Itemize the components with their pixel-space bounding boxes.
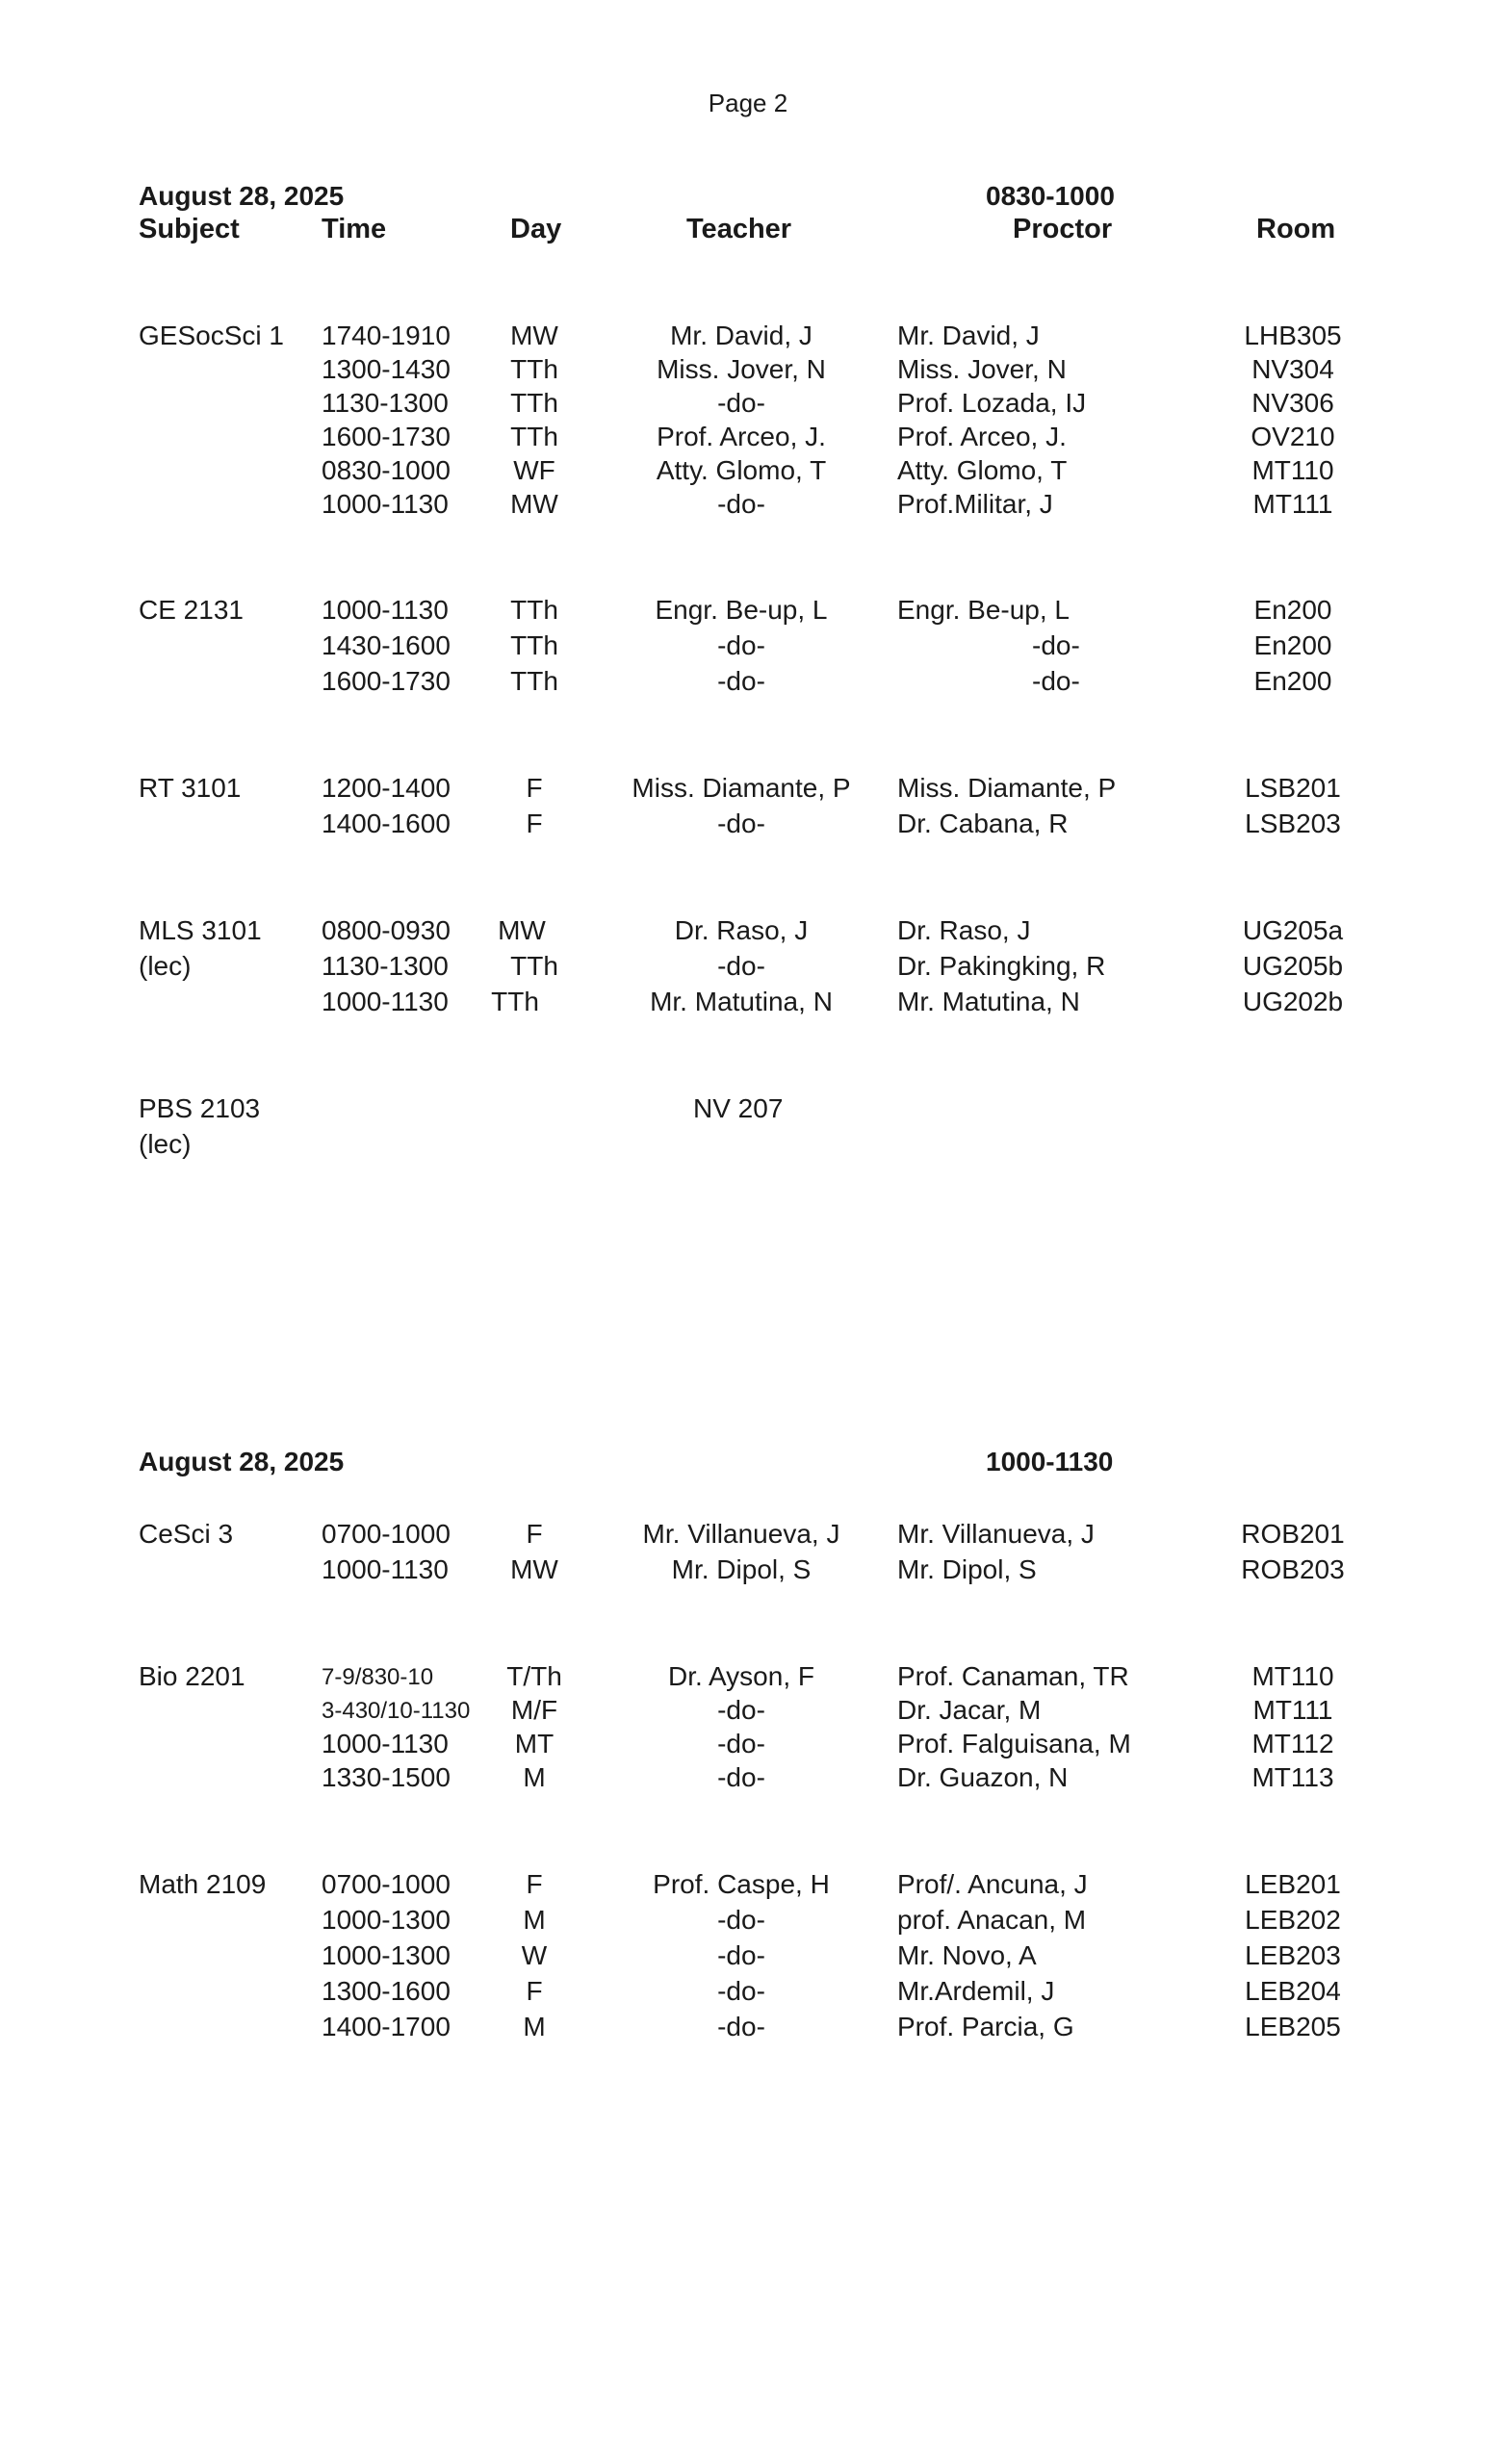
section-time-slot: 0830-1000 (986, 181, 1115, 211)
proctor-cell: Miss. Diamante, P (897, 773, 1117, 803)
room-cell: UG205b (1242, 951, 1344, 981)
day-cell: WF (513, 455, 555, 485)
teacher-cell: -do- (717, 808, 765, 838)
proctor-cell: Miss. Jover, N (897, 354, 1067, 384)
day-cell: MT (514, 1729, 555, 1758)
time-cell: 1000-1300 (322, 1905, 451, 1935)
room-cell: UG202b (1242, 987, 1344, 1016)
schedule-row (0, 1729, 1496, 1763)
subject-cell: CeSci 3 (139, 1519, 234, 1549)
time-cell: 1330-1500 (322, 1762, 451, 1792)
schedule-row (0, 951, 1496, 986)
room-cell: MT110 (1251, 455, 1334, 485)
subject-cell: Bio 2201 (139, 1661, 245, 1691)
room-cell: UG205a (1242, 915, 1344, 945)
schedule-row (0, 630, 1496, 665)
proctor-cell: Dr. Guazon, N (897, 1762, 1069, 1792)
schedule-row (0, 489, 1496, 524)
room-cell: LSB201 (1245, 773, 1341, 803)
subject-cell: MLS 3101 (139, 915, 262, 945)
proctor-cell: -do- (1032, 630, 1080, 660)
teacher-cell: Dr. Ayson, F (668, 1661, 814, 1691)
proctor-cell: Dr. Raso, J (897, 915, 1031, 945)
day-cell: TTh (510, 354, 558, 384)
time-cell: 1740-1910 (322, 321, 451, 350)
room-cell: En200 (1253, 630, 1332, 660)
proctor-cell: Dr. Pakingking, R (897, 951, 1106, 981)
day-cell: MW (510, 489, 558, 519)
room-cell: MT110 (1251, 1661, 1334, 1691)
schedule-row (0, 773, 1496, 808)
day-cell: T/Th (506, 1661, 562, 1691)
day-cell: MW (510, 321, 558, 350)
proctor-cell: Mr.Ardemil, J (897, 1976, 1055, 2006)
proctor-cell: Prof. Parcia, G (897, 2012, 1074, 2041)
proctor-cell: Prof.Militar, J (897, 489, 1053, 519)
room-cell: ROB201 (1241, 1519, 1345, 1549)
teacher-cell: -do- (717, 1976, 765, 2006)
time-cell: 3-430/10-1130 (322, 1698, 471, 1724)
schedule-row (0, 1762, 1496, 1797)
schedule-row (0, 987, 1496, 1021)
room-cell: ROB203 (1241, 1554, 1345, 1584)
schedule-row (0, 1940, 1496, 1975)
time-cell: 1000-1300 (322, 1940, 451, 1970)
schedule-row (0, 321, 1496, 355)
room-cell: LEB203 (1245, 1940, 1341, 1970)
room-cell: LEB201 (1245, 1869, 1341, 1899)
teacher-cell: -do- (717, 666, 765, 696)
time-cell: 1130-1300 (322, 388, 449, 418)
teacher-cell: Miss. Jover, N (657, 354, 826, 384)
time-cell: 0700-1000 (322, 1869, 451, 1899)
teacher-cell: Mr. Matutina, N (650, 987, 833, 1016)
teacher-cell: -do- (717, 1695, 765, 1725)
column-header-day: Day (510, 214, 562, 244)
column-header-proctor: Proctor (1013, 214, 1113, 244)
teacher-cell: Prof. Arceo, J. (657, 422, 826, 451)
time-cell: 1400-1700 (322, 2012, 451, 2041)
teacher-cell: Engr. Be-up, L (655, 595, 828, 625)
teacher-cell: Mr. David, J (670, 321, 812, 350)
subject-cell: GESocSci 1 (139, 321, 284, 350)
teacher-cell: Mr. Villanueva, J (642, 1519, 840, 1549)
teacher-cell: -do- (717, 388, 765, 418)
teacher-cell: -do- (717, 489, 765, 519)
subject-cell: PBS 2103 (139, 1093, 261, 1123)
schedule-row (0, 595, 1496, 629)
page-number: Page 2 (708, 89, 788, 117)
schedule-row (0, 1905, 1496, 1939)
proctor-cell: Prof. Canaman, TR (897, 1661, 1129, 1691)
time-cell: 1000-1130 (322, 987, 449, 1016)
teacher-cell: -do- (717, 2012, 765, 2041)
room-cell: LHB305 (1244, 321, 1342, 350)
day-cell: TTh (510, 666, 558, 696)
proctor-cell: Mr. David, J (897, 321, 1040, 350)
subject-cell: RT 3101 (139, 773, 242, 803)
time-cell: 0800-0930 (322, 915, 451, 945)
proctor-cell: prof. Anacan, M (897, 1905, 1087, 1935)
teacher-cell: -do- (717, 630, 765, 660)
proctor-cell: Mr. Dipol, S (897, 1554, 1037, 1584)
proctor-cell: Engr. Be-up, L (897, 595, 1070, 625)
proctor-cell: Prof. Arceo, J. (897, 422, 1067, 451)
room-cell: LEB205 (1245, 2012, 1341, 2041)
section-time-slot: 1000-1130 (986, 1447, 1114, 1476)
day-cell: F (526, 1519, 543, 1549)
proctor-cell: Prof/. Ancuna, J (897, 1869, 1088, 1899)
proctor-cell: Mr. Matutina, N (897, 987, 1080, 1016)
time-cell: 1000-1130 (322, 595, 449, 625)
day-cell: F (526, 773, 543, 803)
schedule-row (0, 455, 1496, 490)
proctor-cell: Atty. Glomo, T (897, 455, 1068, 485)
proctor-cell: Prof. Lozada, IJ (897, 388, 1087, 418)
schedule-row (0, 388, 1496, 423)
subject-cell: Math 2109 (139, 1869, 267, 1899)
teacher-cell: Prof. Caspe, H (653, 1869, 830, 1899)
schedule-row (0, 915, 1496, 950)
day-cell: F (526, 1976, 543, 2006)
time-cell: 1600-1730 (322, 422, 451, 451)
proctor-cell: Mr. Villanueva, J (897, 1519, 1095, 1549)
schedule-row (0, 808, 1496, 843)
day-cell: TTh (510, 388, 558, 418)
subject-note: (lec) (139, 1129, 192, 1159)
room-cell: MT111 (1252, 489, 1333, 519)
schedule-row (0, 1869, 1496, 1904)
schedule-row (0, 1695, 1496, 1730)
time-cell: 1430-1600 (322, 630, 451, 660)
teacher-cell: -do- (717, 1762, 765, 1792)
proctor-cell: Dr. Cabana, R (897, 808, 1069, 838)
schedule-row (0, 2012, 1496, 2046)
day-cell: M/F (510, 1695, 558, 1725)
time-cell: 1200-1400 (322, 773, 451, 803)
day-cell: MW (510, 1554, 558, 1584)
time-cell: 1300-1430 (322, 354, 451, 384)
day-cell: M (523, 1905, 546, 1935)
subject-cell: CE 2131 (139, 595, 244, 625)
subject-cell: (lec) (139, 951, 192, 981)
day-cell: MW (498, 915, 546, 945)
day-cell: F (526, 808, 543, 838)
day-cell: F (526, 1869, 543, 1899)
schedule-row (0, 1554, 1496, 1589)
teacher-cell: -do- (717, 951, 765, 981)
day-cell: W (521, 1940, 548, 1970)
teacher-cell: -do- (717, 1940, 765, 1970)
room-cell: MT112 (1251, 1729, 1334, 1758)
room-cell: NV306 (1251, 388, 1334, 418)
room-cell: En200 (1253, 666, 1332, 696)
time-cell: 1300-1600 (322, 1976, 451, 2006)
schedule-row (0, 354, 1496, 389)
room-cell: NV304 (1251, 354, 1334, 384)
room-cell: LSB203 (1245, 808, 1341, 838)
column-header-time: Time (322, 214, 387, 244)
schedule-row (0, 666, 1496, 701)
room-cell: OV210 (1251, 422, 1335, 451)
room-cell: LEB202 (1245, 1905, 1341, 1935)
day-cell: TTh (510, 630, 558, 660)
section-date: August 28, 2025 (139, 181, 345, 211)
time-cell: 7-9/830-10 (322, 1664, 434, 1690)
teacher-cell: -do- (717, 1729, 765, 1758)
time-cell: 1000-1130 (322, 1554, 449, 1584)
schedule-row (0, 1661, 1496, 1696)
column-header-subject: Subject (139, 214, 240, 244)
room-note: NV 207 (693, 1093, 784, 1123)
column-header-teacher: Teacher (686, 214, 792, 244)
time-cell: 1600-1730 (322, 666, 451, 696)
proctor-cell: -do- (1032, 666, 1080, 696)
column-header-room: Room (1256, 214, 1336, 244)
teacher-cell: -do- (717, 1905, 765, 1935)
schedule-row (0, 1519, 1496, 1553)
teacher-cell: Atty. Glomo, T (656, 455, 827, 485)
room-cell: MT113 (1251, 1762, 1334, 1792)
time-cell: 1000-1130 (322, 489, 449, 519)
schedule-row (0, 1976, 1496, 2011)
time-cell: 0830-1000 (322, 455, 451, 485)
room-cell: LEB204 (1245, 1976, 1341, 2006)
time-cell: 1400-1600 (322, 808, 451, 838)
proctor-cell: Dr. Jacar, M (897, 1695, 1042, 1725)
day-cell: TTh (510, 422, 558, 451)
day-cell: M (523, 2012, 546, 2041)
time-cell: 1130-1300 (322, 951, 449, 981)
day-cell: TTh (491, 987, 539, 1016)
proctor-cell: Mr. Novo, A (897, 1940, 1037, 1970)
section-date: August 28, 2025 (139, 1447, 345, 1476)
teacher-cell: Dr. Raso, J (674, 915, 809, 945)
teacher-cell: Mr. Dipol, S (671, 1554, 812, 1584)
time-cell: 0700-1000 (322, 1519, 451, 1549)
time-cell: 1000-1130 (322, 1729, 449, 1758)
day-cell: M (523, 1762, 546, 1792)
schedule-row (0, 422, 1496, 456)
proctor-cell: Prof. Falguisana, M (897, 1729, 1131, 1758)
room-cell: En200 (1253, 595, 1332, 625)
day-cell: TTh (510, 595, 558, 625)
day-cell: TTh (510, 951, 558, 981)
teacher-cell: Miss. Diamante, P (632, 773, 851, 803)
room-cell: MT111 (1252, 1695, 1333, 1725)
